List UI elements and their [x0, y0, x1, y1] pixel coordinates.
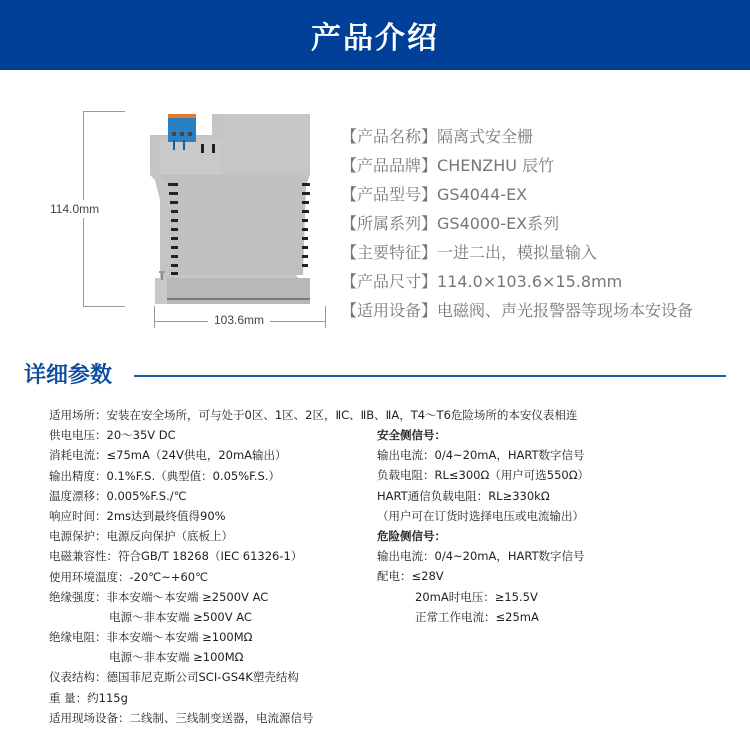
- hazard-side-heading: 危险侧信号：: [377, 528, 446, 543]
- param-row: 消耗电流：≤75mA（24V供电，20mA输出）: [49, 448, 287, 463]
- info-key: 【产品型号】: [341, 185, 438, 204]
- info-value: GS4044-EX: [437, 185, 528, 204]
- info-value: 一进二出，模拟量输入: [437, 243, 598, 262]
- param-row: 适用现场设备：二线制、三线制变送器，电流源信号: [49, 710, 314, 725]
- product-figure: [50, 100, 310, 340]
- info-value: 114.0×103.6×15.8mm: [437, 272, 623, 291]
- param-row: 响应时间：2ms达到最终值得90%: [49, 508, 226, 523]
- param-row: 输出电流：0/4~20mA，HART数字信号: [377, 549, 585, 564]
- param-row: 电源～非本安端 ≥100MΩ: [109, 650, 244, 665]
- info-row-size: [341, 267, 693, 296]
- param-row: 电源保护：电源反向保护（底板上）: [49, 529, 233, 544]
- param-row: 20mA时电压：≥15.5V: [415, 589, 538, 604]
- width-dimension-label: 103.6mm: [208, 313, 270, 327]
- param-row: 绝缘强度：非本安端～本安端 ≥2500V AC: [49, 589, 269, 604]
- param-row: 温度漂移：0.005%F.S./℃: [49, 488, 187, 503]
- safety-barrier-device-image: [50, 100, 310, 340]
- param-row: 适用场所：安装在安全场所，可与处于0区、1区、2区，ⅡC、ⅡB、ⅡA，T4～T6危险场所的本安仪表相连: [49, 408, 578, 422]
- info-value: 隔离式安全栅: [437, 127, 534, 146]
- info-value: CHENZHU 辰竹: [437, 156, 555, 175]
- section-title: 详细参数: [24, 363, 113, 388]
- params-right-column: [377, 425, 589, 627]
- info-key: 【所属系列】: [341, 214, 438, 233]
- param-row: 仪表结构：德国菲尼克斯公司SCI-GS4K塑壳结构: [49, 670, 299, 685]
- info-row-devices: [341, 296, 693, 325]
- param-row: 电磁兼容性：符合GB/T 18268（IEC 61326-1）: [49, 549, 303, 564]
- param-row: 重 量：约115g: [49, 690, 128, 705]
- param-row: 负载电阻：RL≤300Ω（用户可选550Ω）: [377, 468, 590, 483]
- product-info-list: [341, 122, 693, 325]
- param-row: 输出电流：0/4~20mA，HART数字信号: [377, 448, 585, 463]
- param-row: 正常工作电流：≤25mA: [415, 609, 539, 624]
- dimension-line: [83, 111, 125, 112]
- info-row-name: [341, 122, 693, 151]
- param-row: 输出精度：0.1%F.S.（典型值：0.05%F.S.）: [49, 468, 281, 483]
- header-banner: [0, 0, 750, 70]
- section-divider: [134, 375, 726, 377]
- info-key: 【适用设备】: [341, 301, 438, 320]
- info-key: 【产品品牌】: [341, 156, 438, 175]
- info-row-features: [341, 238, 693, 267]
- banner-title: 产品介绍: [311, 21, 439, 56]
- dimension-line: [154, 306, 155, 328]
- height-dimension-label: 114.0mm: [50, 202, 100, 216]
- info-value: 电磁阀、声光报警器等现场本安设备: [437, 301, 694, 320]
- info-row-brand: [341, 151, 693, 180]
- info-row-model: [341, 180, 693, 209]
- param-row: 供电电压：20～35V DC: [49, 428, 176, 443]
- safe-side-heading: 安全侧信号：: [377, 428, 446, 442]
- info-key: 【产品尺寸】: [341, 272, 438, 291]
- param-row: 使用环境温度：-20℃~+60℃: [49, 569, 209, 584]
- dimension-line: [83, 306, 125, 307]
- param-row: （用户可在订货时选择电压或电流输出）: [377, 508, 584, 523]
- param-row: HART通信负载电阻：RL≥330kΩ: [377, 488, 550, 503]
- info-key: 【主要特征】: [341, 243, 438, 262]
- dimension-line: [325, 306, 326, 328]
- param-row: 配电：≤28V: [377, 569, 444, 584]
- info-key: 【产品名称】: [341, 127, 438, 146]
- param-row: 电源～非本安端 ≥500V AC: [109, 609, 252, 624]
- info-value: GS4000-EX系列: [437, 214, 560, 233]
- param-row: 绝缘电阻：非本安端～本安端 ≥100MΩ: [49, 630, 253, 645]
- info-row-series: [341, 209, 693, 238]
